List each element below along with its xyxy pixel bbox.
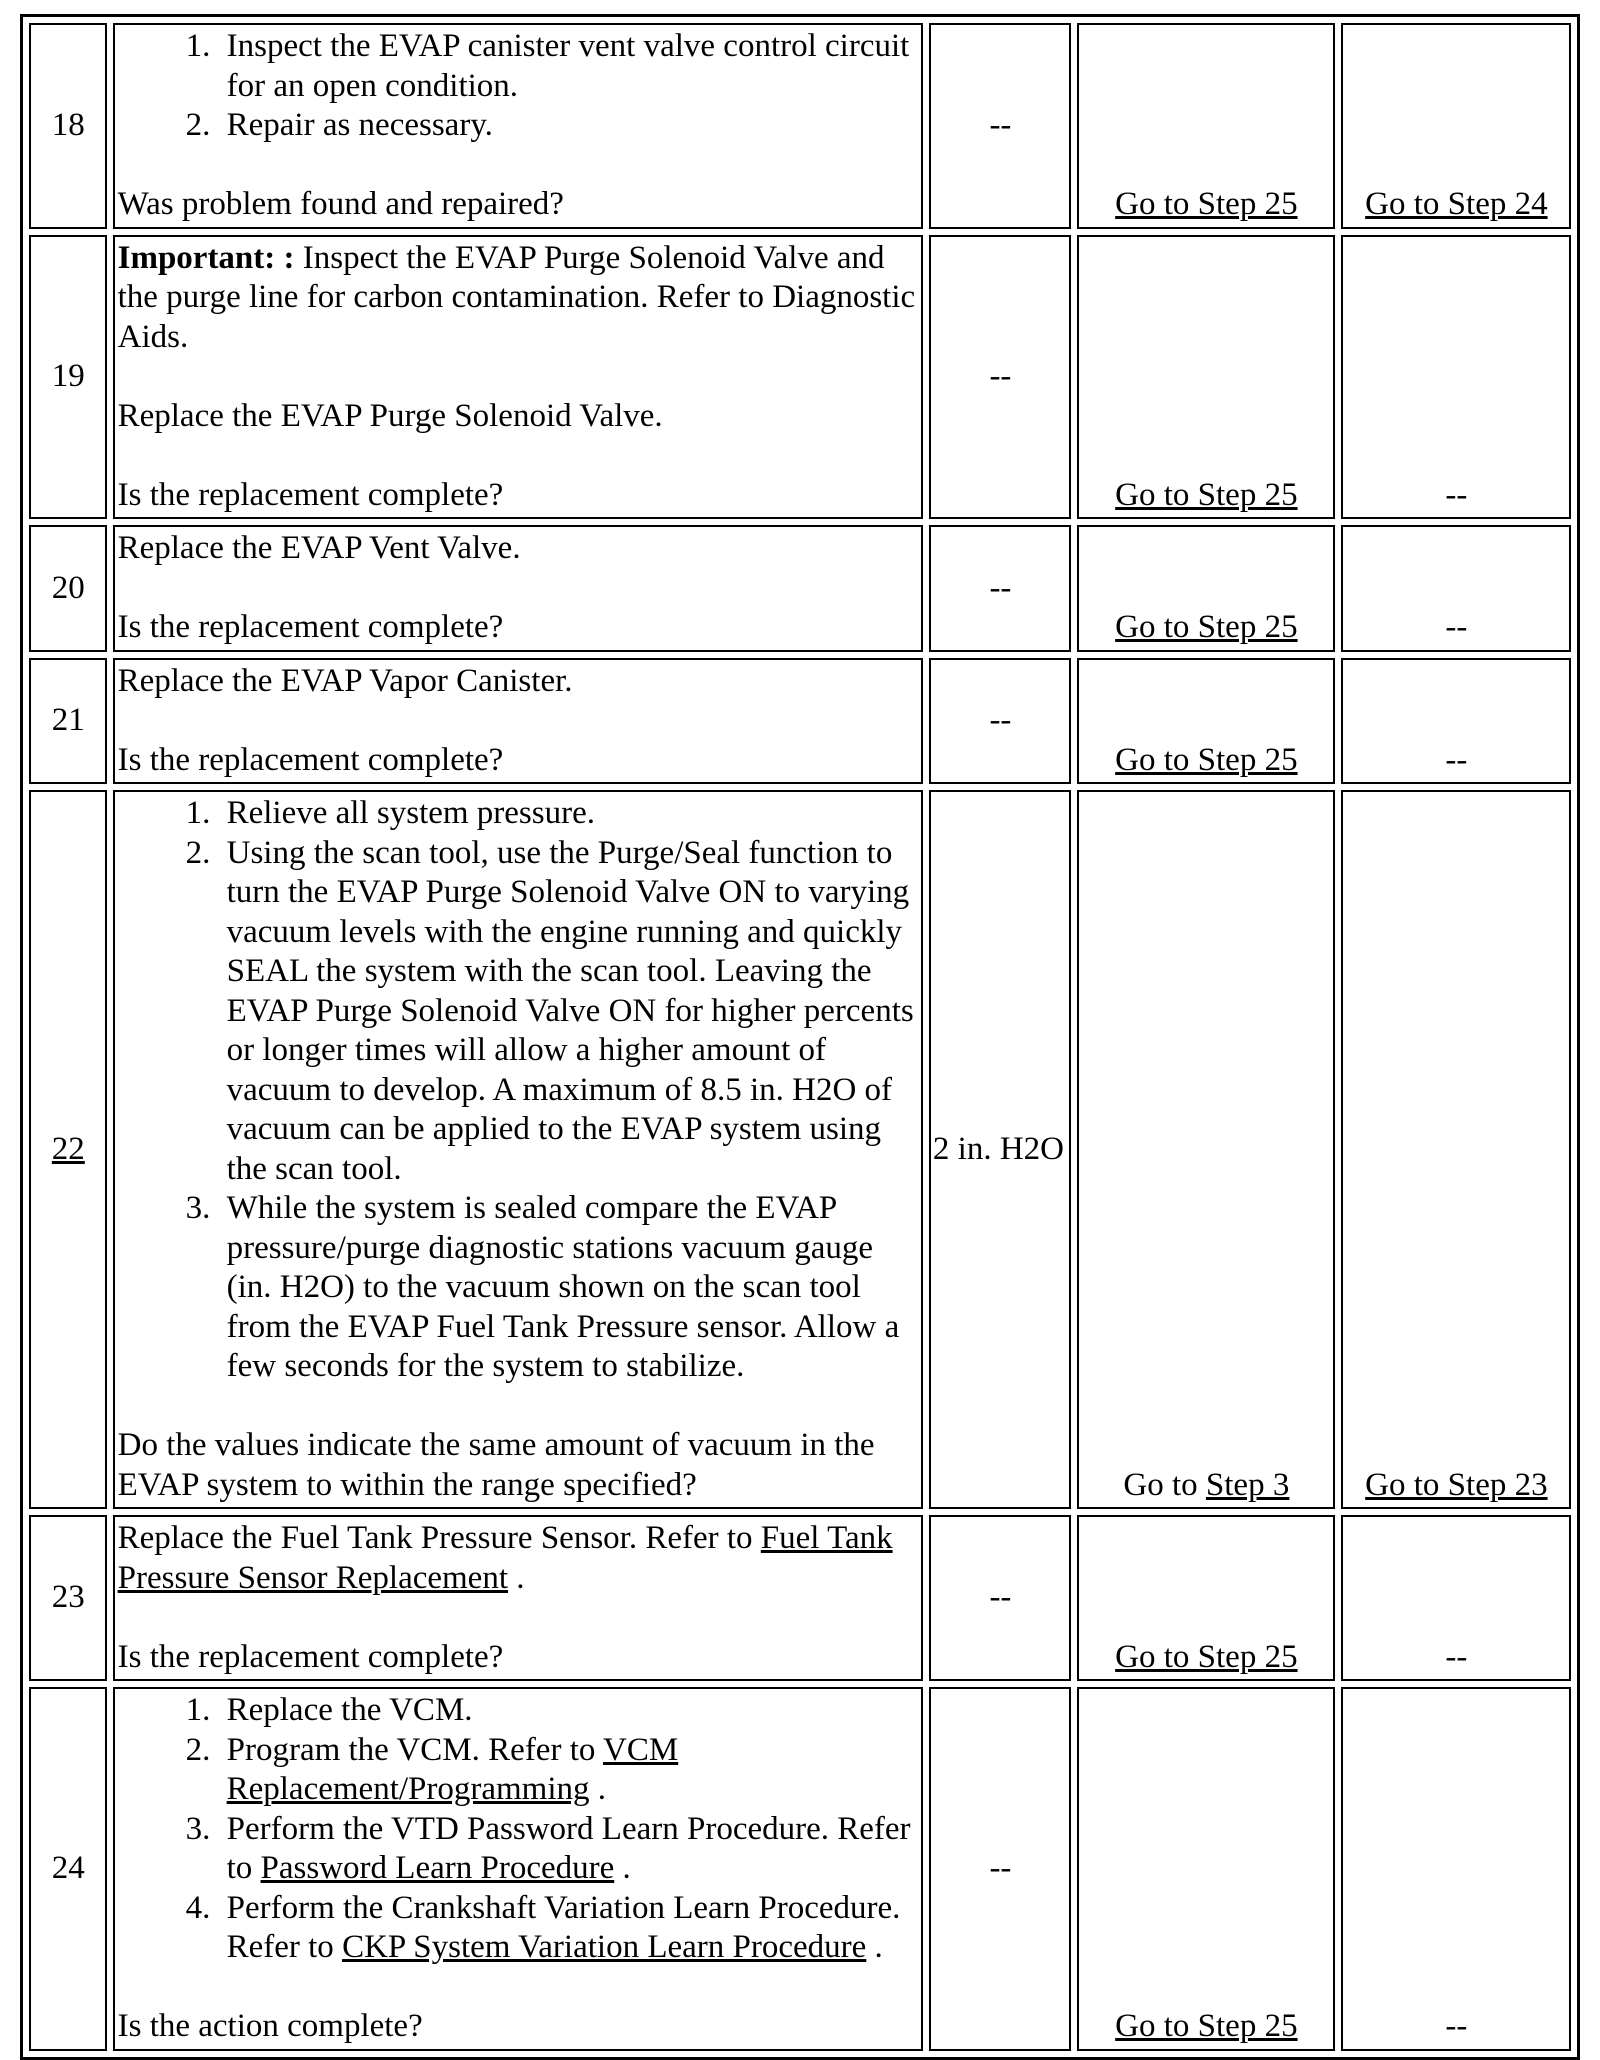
yes-cell — [1077, 235, 1335, 520]
reference-link[interactable]: CKP System Variation Learn Procedure — [342, 1929, 867, 1965]
action-cell — [113, 790, 923, 1509]
step-number: 23 — [29, 1515, 107, 1681]
value-cell: -- — [929, 23, 1071, 229]
instruction-text: Replace the EVAP Vent Valve. — [117, 530, 521, 566]
value-cell: -- — [929, 525, 1071, 652]
question-text: Was problem found and repaired? — [117, 186, 564, 222]
list-item — [219, 1810, 919, 1889]
action-cell — [113, 1515, 923, 1681]
step-number: 18 — [29, 23, 107, 229]
yes-link[interactable]: Go to Step 25 — [1115, 741, 1298, 778]
table-row — [29, 790, 1571, 1509]
table-row — [29, 1687, 1571, 2051]
important-note — [118, 239, 919, 358]
no-cell — [1341, 23, 1571, 229]
yes-cell — [1077, 1687, 1335, 2051]
table-row — [29, 235, 1571, 520]
no-cell: -- — [1341, 525, 1571, 652]
yes-link[interactable]: Go to Step 25 — [1115, 2008, 1298, 2044]
question-text: Is the action complete? — [117, 2008, 423, 2044]
diagnostic-page — [20, 14, 1580, 2060]
instruction-text — [118, 1519, 919, 1598]
table-row — [29, 525, 1571, 652]
yes-prefix: Go to — [1123, 1466, 1206, 1503]
action-cell — [113, 525, 923, 652]
action-cell — [113, 1687, 923, 2051]
step-suffix: . — [866, 1929, 883, 1965]
action-steps — [118, 27, 919, 146]
yes-cell — [1077, 23, 1335, 229]
question-text: Is the replacement complete? — [117, 609, 504, 645]
step-number — [29, 790, 107, 1509]
list-item: 1. Replace the VCM. — [219, 1691, 919, 1731]
list-item: 2. Using the scan tool, use the Purge/Seal function to turn the EVAP Purge Solenoid Valve ON to varying vacuum levels with the engine running and quickly SEAL the system with the scan tool. Leaving the EVAP Purge Solenoid Valve ON for higher percents or longer times will allow a higher amount of vacuum to develop. A maximum of 8.5 in. H2O of vacuum can be applied to the EVAP system using the scan tool. — [219, 834, 919, 1190]
reference-link[interactable]: VCM Replacement/Programming — [226, 1731, 679, 1807]
action-cell — [113, 235, 923, 520]
no-cell: -- — [1341, 235, 1571, 520]
no-cell: -- — [1341, 658, 1571, 785]
step-suffix: . — [589, 1771, 607, 1807]
yes-link[interactable]: Step 3 — [1205, 1466, 1290, 1503]
yes-link[interactable]: Go to Step 25 — [1115, 186, 1298, 222]
step-text: Perform the Crankshaft Variation Learn Procedure. Refer to — [226, 1889, 901, 1965]
instruction-suffix: . — [508, 1559, 525, 1596]
value-cell: -- — [929, 658, 1071, 785]
list-item: 3. While the system is sealed compare the EVAP pressure/purge diagnostic stations vacuum gauge (in. H2O) to the vacuum shown on the scan tool from the EVAP Fuel Tank Pressure sensor. Allow a few seconds for the system to stabilize. — [219, 1189, 919, 1387]
reference-link[interactable]: Password Learn Procedure — [260, 1850, 615, 1886]
step-text: Program the VCM. Refer to — [226, 1731, 604, 1768]
value-cell: -- — [929, 235, 1071, 520]
yes-link[interactable]: Go to Step 25 — [1115, 609, 1298, 645]
no-cell — [1341, 790, 1571, 1509]
instruction-text: Replace the EVAP Purge Solenoid Valve. — [117, 397, 663, 434]
yes-cell — [1077, 790, 1335, 1509]
step-suffix: . — [614, 1850, 631, 1886]
value-cell: 2 in. H2O — [929, 790, 1071, 1509]
yes-cell — [1077, 1515, 1335, 1681]
step-number: 19 — [29, 235, 107, 520]
action-steps — [118, 794, 919, 1387]
list-item — [219, 1731, 919, 1810]
list-item: 2. Repair as necessary. — [219, 106, 919, 146]
important-text: Inspect the EVAP Purge Solenoid Valve and the purge line for carbon contamination. Refer to Diagnostic Aids. — [117, 239, 916, 355]
yes-link[interactable]: Go to Step 25 — [1115, 1638, 1298, 1675]
table-row — [29, 23, 1571, 229]
yes-cell — [1077, 658, 1335, 785]
no-cell: -- — [1341, 1515, 1571, 1681]
table-row — [29, 658, 1571, 785]
step-link[interactable]: 22 — [51, 1130, 85, 1167]
step-text: Perform the VTD Password Learn Procedure. Refer to — [226, 1810, 911, 1886]
question-text: Is the replacement complete? — [117, 741, 504, 778]
diagnostic-steps-table — [20, 14, 1580, 2060]
step-number: 24 — [29, 1687, 107, 2051]
question-text: Is the replacement complete? — [117, 476, 504, 513]
no-link[interactable]: Go to Step 23 — [1365, 1466, 1548, 1503]
instruction-text: Replace the EVAP Vapor Canister. — [117, 662, 573, 699]
yes-cell — [1077, 525, 1335, 652]
no-cell: -- — [1341, 1687, 1571, 2051]
action-cell — [113, 23, 923, 229]
list-item: 1. Relieve all system pressure. — [219, 794, 919, 834]
instruction-prefix: Replace the Fuel Tank Pressure Sensor. Refer to — [117, 1520, 761, 1556]
yes-link[interactable]: Go to Step 25 — [1115, 476, 1298, 513]
table-row — [29, 1515, 1571, 1681]
no-link[interactable]: Go to Step 24 — [1365, 186, 1548, 222]
list-item: 1. Inspect the EVAP canister vent valve control circuit for an open condition. — [219, 27, 919, 106]
value-cell: -- — [929, 1515, 1071, 1681]
list-item — [219, 1889, 919, 1968]
question-text: Do the values indicate the same amount of vacuum in the EVAP system to within the range specified? — [117, 1427, 875, 1503]
question-text: Is the replacement complete? — [117, 1638, 504, 1675]
value-cell: -- — [929, 1687, 1071, 2051]
reference-link[interactable]: Fuel Tank Pressure Sensor Replacement — [117, 1520, 893, 1596]
action-cell — [113, 658, 923, 785]
important-label: Important: : — [117, 239, 295, 276]
step-number: 20 — [29, 525, 107, 652]
step-number: 21 — [29, 658, 107, 785]
action-steps — [118, 1691, 919, 1968]
